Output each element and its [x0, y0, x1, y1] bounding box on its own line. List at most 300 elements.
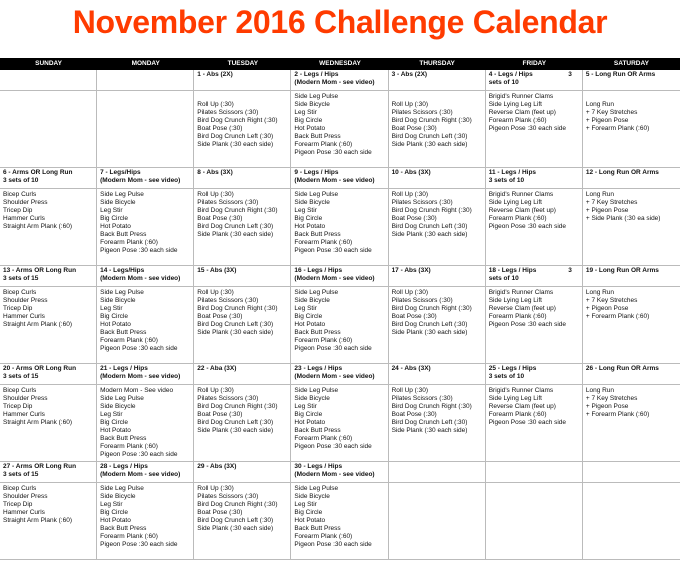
exercise-item: Big Circle: [100, 509, 128, 516]
day-title: 21 - Legs / Hips: [100, 365, 148, 372]
day-title: 28 - Legs / Hips: [100, 463, 148, 470]
exercise-item: + 7 Key Stretches: [585, 199, 638, 206]
exercise-item: Side Lying Leg Lift: [488, 297, 542, 304]
exercise-item: + Pigeon Pose: [585, 403, 629, 410]
exercise-item: Roll Up (:30): [197, 101, 234, 108]
exercise-item: Side Bicycle: [294, 297, 330, 304]
day-title: 16 - Legs / Hips: [294, 267, 343, 274]
exercise-item: Reverse Clam (feet up): [488, 305, 556, 312]
day-title: 27 - Arms OR Long Run: [3, 463, 77, 470]
day-cell: [389, 364, 486, 461]
exercise-list: [583, 189, 680, 225]
day-cell: [389, 70, 486, 167]
day-title: 12 - Long Run OR Arms: [585, 169, 659, 176]
exercise-item: Bird Dog Crunch Right (:30): [197, 403, 278, 410]
day-title: 4 - Legs / Hips: [488, 71, 533, 78]
day-cell: [194, 266, 291, 363]
exercise-item: Side Plank (:30 each side): [391, 231, 468, 238]
day-cell: [291, 364, 388, 461]
exercise-item: Pigeon Pose :30 each side: [294, 443, 372, 450]
day-header-sunday: SUNDAY: [35, 60, 62, 67]
day-title: 18 - Legs / Hips: [488, 267, 537, 274]
exercise-item: Forearm Plank (:60): [100, 337, 158, 344]
exercise-item: Side Plank (:30 each side): [391, 427, 468, 434]
exercise-item: Side Leg Pulse: [294, 93, 339, 100]
exercise-item: Hot Potato: [294, 419, 326, 426]
day-title: 8 - Abs (3X): [197, 169, 233, 176]
exercise-list: [194, 91, 290, 151]
exercise-list: [486, 189, 582, 233]
exercise-item: Big Circle: [294, 313, 323, 320]
day-title: 6 - Arms OR Long Run: [3, 169, 73, 176]
day-subtitle: 3 sets of 10: [488, 177, 525, 184]
exercise-item: Boat Pose (:30): [391, 411, 437, 418]
exercise-item: Pigeon Pose :30 each side: [488, 125, 567, 132]
exercise-list: [194, 287, 290, 339]
exercise-item: Side Bicycle: [294, 101, 330, 108]
day-subtitle: 3 sets of 10: [488, 373, 525, 380]
day-cell: [0, 70, 97, 167]
day-cell: [291, 462, 388, 559]
exercise-item: Bird Dog Crunch Left (:30): [197, 223, 274, 230]
weeks-container: [0, 70, 680, 560]
exercise-item: + Forearm Plank (:60): [585, 313, 650, 320]
day-cell-header: [194, 364, 290, 385]
day-cell-header: [0, 462, 96, 483]
exercise-list: [0, 385, 96, 429]
exercise-item: Shoulder Press: [3, 297, 48, 304]
exercise-item: Boat Pose (:30): [197, 215, 243, 222]
exercise-item: Bird Dog Crunch Left (:30): [197, 321, 274, 328]
exercise-item: Roll Up (:30): [391, 191, 429, 198]
day-cell-header: [194, 70, 290, 91]
exercise-item: Side Leg Pulse: [100, 289, 144, 296]
day-cell-header: [0, 70, 96, 91]
day-cell: [0, 364, 97, 461]
exercise-item: Forearm Plank (:60): [488, 313, 547, 320]
day-cell-header: [291, 70, 387, 91]
exercise-item: Bird Dog Crunch Right (:30): [391, 207, 472, 214]
exercise-item: Tricep Dip: [3, 305, 33, 312]
exercise-item: Pigeon Pose :30 each side: [294, 149, 372, 156]
day-cell: [291, 70, 388, 167]
day-cell-header: [0, 266, 96, 287]
exercise-item: Side Lying Leg Lift: [488, 395, 542, 402]
exercise-item: Forearm Plank (:60): [294, 435, 353, 442]
exercise-item: + Pigeon Pose: [585, 117, 629, 124]
exercise-item: Side Leg Pulse: [100, 395, 144, 402]
day-cell-header: [486, 462, 582, 483]
day-title: 19 - Long Run OR Arms: [585, 267, 659, 274]
exercise-item: Bird Dog Crunch Left (:30): [197, 419, 274, 426]
exercise-item: Roll Up (:30): [197, 191, 234, 198]
exercise-item: Reverse Clam (feet up): [488, 109, 556, 116]
day-cell-header: [97, 462, 193, 483]
exercise-item: Side Bicycle: [100, 403, 136, 410]
exercise-item: + Pigeon Pose: [585, 207, 629, 214]
day-cell-header: [583, 70, 680, 91]
exercise-item: + Forearm Plank (:60): [585, 411, 650, 418]
day-title: 1 - Abs (2X): [197, 71, 233, 78]
day-header-wednesday: WEDNESDAY: [319, 60, 361, 67]
exercise-item: Side Bicycle: [100, 199, 136, 206]
day-subtitle: (Modern Mom - see video): [294, 471, 375, 478]
exercise-item: Leg Stir: [294, 305, 317, 312]
day-title: 3 - Abs (2X): [391, 71, 428, 78]
day-title: 15 - Abs (3X): [197, 267, 237, 274]
exercise-item: Pilates Scissors (:30): [197, 199, 259, 206]
exercise-item: Side Lying Leg Lift: [488, 101, 542, 108]
day-cell: [583, 364, 680, 461]
exercise-item: Big Circle: [294, 509, 323, 516]
exercise-item: Back Butt Press: [100, 231, 147, 238]
day-cell: [97, 364, 194, 461]
exercise-item: Forearm Plank (:60): [488, 411, 547, 418]
exercise-item: Big Circle: [100, 419, 128, 426]
exercise-list: [389, 385, 485, 437]
week-row: [0, 168, 680, 266]
exercise-item: Roll Up (:30): [391, 289, 429, 296]
day-cell: [291, 168, 388, 265]
day-cell-header: [486, 168, 582, 189]
exercise-item: Back Butt Press: [100, 525, 147, 532]
day-cell: [583, 462, 680, 559]
exercise-item: Back Butt Press: [294, 133, 341, 140]
day-cell-header: [486, 266, 582, 287]
day-title: 10 - Abs (3X): [391, 169, 431, 176]
day-title: 5 - Long Run OR Arms: [585, 71, 656, 78]
day-cell: [389, 266, 486, 363]
day-title: 23 - Legs / Hips: [294, 365, 343, 372]
exercise-item: Bird Dog Crunch Right (:30): [197, 305, 278, 312]
exercise-item: Reverse Clam (feet up): [488, 207, 556, 214]
exercise-item: Forearm Plank (:60): [294, 337, 353, 344]
exercise-item: Bird Dog Crunch Left (:30): [197, 517, 274, 524]
exercise-list: [194, 385, 290, 437]
exercise-item: Bird Dog Crunch Left (:30): [391, 223, 468, 230]
exercise-list: [97, 287, 193, 355]
exercise-list: [389, 483, 485, 487]
day-subtitle: 3 sets of 15: [3, 373, 39, 380]
day-cell: [486, 364, 583, 461]
exercise-item: Hot Potato: [100, 223, 131, 230]
day-title: 7 - Legs/Hips: [100, 169, 141, 176]
exercise-item: Forearm Plank (:60): [488, 117, 547, 124]
exercise-item: Side Bicycle: [294, 493, 330, 500]
exercise-item: Leg Stir: [294, 403, 317, 410]
exercise-item: Big Circle: [100, 215, 128, 222]
exercise-item: Pigeon Pose :30 each side: [100, 451, 178, 458]
exercise-item: Long Run: [585, 191, 615, 198]
exercise-item: Straight Arm Plank (:60): [3, 223, 72, 230]
day-cell-header: [486, 364, 582, 385]
exercise-item: Brigid's Runner Clams: [488, 191, 554, 198]
exercise-item: Bird Dog Crunch Right (:30): [391, 403, 472, 410]
day-title: 22 - Aba (3X): [197, 365, 237, 372]
exercise-item: Bird Dog Crunch Right (:30): [197, 207, 278, 214]
exercise-item: Pilates Scissors (:30): [391, 297, 453, 304]
calendar-grid: [0, 58, 680, 560]
exercise-item: Brigid's Runner Clams: [488, 93, 554, 100]
exercise-item: Pigeon Pose :30 each side: [100, 247, 178, 254]
exercise-list: [486, 91, 582, 135]
exercise-item: Boat Pose (:30): [197, 411, 243, 418]
exercise-item: Pigeon Pose :30 each side: [488, 223, 567, 230]
exercise-item: Roll Up (:30): [197, 485, 234, 492]
exercise-item: Back Butt Press: [294, 525, 341, 532]
exercise-item: + Pigeon Pose: [585, 305, 629, 312]
day-cell-header: [583, 266, 680, 287]
exercise-list: [583, 483, 680, 487]
exercise-item: [586, 93, 677, 101]
exercise-item: Back Butt Press: [100, 329, 147, 336]
exercise-item: Boat Pose (:30): [391, 125, 437, 132]
exercise-item: Side Leg Pulse: [100, 191, 144, 198]
exercise-item: Leg Stir: [294, 109, 317, 116]
exercise-item: Bird Dog Crunch Right (:30): [391, 117, 472, 124]
day-cell-header: [583, 364, 680, 385]
exercise-list: [583, 91, 680, 135]
exercise-item: Boat Pose (:30): [391, 215, 437, 222]
day-cell: [97, 70, 194, 167]
exercise-item: Bird Dog Crunch Left (:30): [391, 133, 468, 140]
exercise-item: Hammer Curls: [3, 313, 45, 320]
exercise-item: Long Run: [585, 387, 615, 394]
exercise-item: Reverse Clam (feet up): [488, 403, 556, 410]
exercise-item: Side Plank (:30 each side): [391, 141, 468, 148]
exercise-item: Tricep Dip: [3, 207, 33, 214]
exercise-item: Pilates Scissors (:30): [197, 395, 259, 402]
exercise-item: Bird Dog Crunch Left (:30): [391, 321, 468, 328]
day-subtitle: (Modern Mom - see video): [100, 373, 181, 380]
day-cell-header: [194, 266, 290, 287]
exercise-list: [291, 287, 387, 355]
day-title: 20 - Arms OR Long Run: [3, 365, 77, 372]
exercise-item: Side Bicycle: [100, 297, 136, 304]
exercise-item: Side Plank (:30 each side): [197, 141, 274, 148]
exercise-item: Leg Stir: [100, 207, 123, 214]
day-subtitle: (Modern Mom - see video): [100, 177, 181, 184]
day-cell: [486, 168, 583, 265]
exercise-item: Big Circle: [294, 411, 323, 418]
exercise-item: Bicep Curls: [3, 485, 37, 492]
exercise-item: Tricep Dip: [3, 403, 33, 410]
exercise-item: Pigeon Pose :30 each side: [294, 541, 372, 548]
exercise-item: Pigeon Pose :30 each side: [488, 419, 567, 426]
exercise-item: Hot Potato: [100, 427, 131, 434]
exercise-list: [291, 483, 387, 551]
day-cell: [97, 168, 194, 265]
exercise-list: [486, 287, 582, 331]
exercise-item: Side Plank (:30 each side): [197, 329, 274, 336]
exercise-item: Brigid's Runner Clams: [488, 289, 554, 296]
exercise-item: Forearm Plank (:60): [488, 215, 547, 222]
exercise-item: Shoulder Press: [3, 199, 48, 206]
exercise-item: Pilates Scissors (:30): [391, 109, 453, 116]
day-cell: [0, 168, 97, 265]
exercise-list: [389, 189, 485, 241]
exercise-list: [97, 189, 193, 257]
exercise-item: Side Leg Pulse: [294, 191, 339, 198]
day-cell-header: [291, 462, 387, 483]
day-cell: [97, 462, 194, 559]
exercise-list: [0, 287, 96, 331]
exercise-list: [194, 189, 290, 241]
exercise-item: Side Plank (:30 each side): [197, 427, 274, 434]
day-subtitle: (Modern Mom - see video): [100, 275, 181, 282]
day-title: 30 - Legs / Hips: [294, 463, 343, 470]
exercise-item: Brigid's Runner Clams: [488, 387, 554, 394]
exercise-item: Side Leg Pulse: [100, 485, 144, 492]
day-cell-header: [583, 168, 680, 189]
exercise-item: [197, 93, 287, 101]
exercise-item: Side Bicycle: [100, 493, 136, 500]
day-cell-header: [0, 168, 96, 189]
day-subtitle: (Modern Mom - see video): [294, 79, 375, 86]
exercise-item: Pilates Scissors (:30): [391, 395, 453, 402]
exercise-item: Straight Arm Plank (:60): [3, 321, 72, 328]
day-cell-header: [97, 70, 193, 91]
exercise-item: Hammer Curls: [3, 509, 45, 516]
exercise-item: Back Butt Press: [294, 231, 341, 238]
exercise-item: Side Plank (:30 each side): [197, 525, 274, 532]
week-row: [0, 266, 680, 364]
exercise-item: Modern Mom - See video: [100, 387, 174, 394]
day-header-row: [0, 58, 680, 70]
exercise-item: Forearm Plank (:60): [294, 239, 353, 246]
exercise-item: Boat Pose (:30): [197, 509, 243, 516]
day-cell: [486, 70, 583, 167]
day-subtitle: 3 sets of 15: [3, 471, 39, 478]
exercise-item: Hot Potato: [294, 125, 326, 132]
day-cell: [97, 266, 194, 363]
day-cell-header: [389, 462, 485, 483]
page-title: November 2016 Challenge Calendar: [72, 4, 608, 40]
exercise-list: [194, 483, 290, 535]
exercise-item: Back Butt Press: [294, 329, 341, 336]
day-title: 17 - Abs (3X): [391, 267, 431, 274]
day-cell-header: [583, 462, 680, 483]
week-row: [0, 70, 680, 168]
day-title: 25 - Legs / Hips: [488, 365, 537, 372]
day-header-saturday: SATURDAY: [613, 60, 649, 67]
day-subtitle: (Modern Mom - see video): [294, 177, 375, 184]
exercise-item: Leg Stir: [100, 501, 123, 508]
day-cell-header: [291, 364, 387, 385]
exercise-item: Side Leg Pulse: [294, 289, 339, 296]
day-cell-header: [486, 70, 582, 91]
exercise-item: Pilates Scissors (:30): [197, 109, 259, 116]
exercise-list: [583, 385, 680, 421]
exercise-item: Straight Arm Plank (:60): [3, 419, 72, 426]
day-title: 13 - Arms OR Long Run: [3, 267, 77, 274]
exercise-item: Shoulder Press: [3, 395, 48, 402]
day-cell: [389, 462, 486, 559]
day-cell-header: [389, 266, 485, 287]
day-cell: [486, 462, 583, 559]
exercise-item: Boat Pose (:30): [391, 313, 437, 320]
exercise-item: Big Circle: [294, 117, 323, 124]
exercise-item: Side Leg Pulse: [294, 485, 339, 492]
day-cell: [291, 266, 388, 363]
day-cell: [583, 168, 680, 265]
day-header-thursday: THURSDAY: [419, 60, 455, 67]
exercise-item: Pigeon Pose :30 each side: [294, 247, 372, 254]
day-title: 2 - Legs / Hips: [294, 71, 339, 78]
exercise-item: Hot Potato: [294, 321, 326, 328]
exercise-item: Side Bicycle: [294, 199, 330, 206]
day-cell-header: [389, 70, 485, 91]
exercise-item: Pigeon Pose :30 each side: [488, 321, 567, 328]
exercise-item: Roll Up (:30): [197, 289, 234, 296]
exercise-list: [291, 189, 387, 257]
exercise-item: Pilates Scissors (:30): [197, 297, 259, 304]
day-title: 14 - Legs/Hips: [100, 267, 145, 274]
exercise-item: Forearm Plank (:60): [294, 141, 353, 148]
exercise-item: Roll Up (:30): [197, 387, 234, 394]
exercise-item: + 7 Key Stretches: [585, 109, 638, 116]
exercise-list: [0, 91, 96, 95]
exercise-item: Hot Potato: [294, 517, 326, 524]
exercise-list: [0, 189, 96, 233]
exercise-list: [583, 287, 680, 323]
exercise-item: Forearm Plank (:60): [100, 533, 158, 540]
exercise-item: Bicep Curls: [3, 289, 37, 296]
exercise-item: Bicep Curls: [3, 191, 37, 198]
day-header-friday: FRIDAY: [522, 60, 547, 67]
exercise-item: Straight Arm Plank (:60): [3, 517, 72, 524]
day-subtitle: 3 sets of 10: [3, 177, 39, 184]
exercise-item: Leg Stir: [100, 411, 123, 418]
sets-count: 3: [568, 267, 572, 274]
day-subtitle: sets of 10: [488, 275, 519, 282]
day-cell: [194, 70, 291, 167]
exercise-list: [97, 483, 193, 551]
exercise-item: Hammer Curls: [3, 411, 45, 418]
exercise-item: Leg Stir: [294, 501, 317, 508]
exercise-item: Side Plank (:30 each side): [197, 231, 274, 238]
day-cell-header: [194, 168, 290, 189]
exercise-item: Leg Stir: [100, 305, 123, 312]
exercise-list: [97, 91, 193, 95]
exercise-item: Tricep Dip: [3, 501, 33, 508]
day-cell-header: [194, 462, 290, 483]
day-cell: [583, 266, 680, 363]
exercise-item: Forearm Plank (:60): [294, 533, 353, 540]
exercise-item: Side Lying Leg Lift: [488, 199, 542, 206]
day-header-tuesday: TUESDAY: [227, 60, 259, 67]
exercise-item: Pigeon Pose :30 each side: [294, 345, 372, 352]
exercise-list: [389, 287, 485, 339]
day-subtitle: sets of 10: [488, 79, 519, 86]
exercise-item: Big Circle: [294, 215, 323, 222]
exercise-item: Back Butt Press: [100, 435, 147, 442]
day-cell: [194, 462, 291, 559]
day-cell-header: [389, 168, 485, 189]
day-subtitle: (Modern Mom - see video): [294, 373, 375, 380]
exercise-item: Long Run: [585, 101, 615, 108]
day-subtitle: 3 sets of 15: [3, 275, 39, 282]
exercise-list: [291, 91, 387, 159]
exercise-item: Boat Pose (:30): [197, 313, 243, 320]
exercise-item: Bird Dog Crunch Right (:30): [197, 501, 278, 508]
day-cell: [194, 364, 291, 461]
day-cell-header: [0, 364, 96, 385]
day-cell: [0, 266, 97, 363]
week-row: [0, 462, 680, 560]
exercise-list: [291, 385, 387, 453]
exercise-item: Pigeon Pose :30 each side: [100, 345, 178, 352]
